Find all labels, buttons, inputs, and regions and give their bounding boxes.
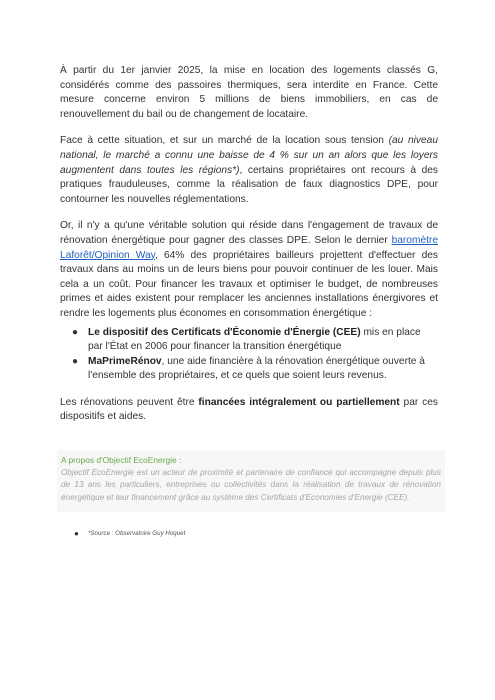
financement-text-start: Les rénovations peuvent être — [60, 396, 199, 408]
about-box — [57, 450, 445, 512]
financement-bold: financées intégralement ou partiellement — [198, 396, 400, 408]
maprimerenov-label: MaPrimeRénov — [88, 355, 162, 367]
situation-text-end: , certains propriétaires ont recours à des pratiques frauduleuses, comme la réalisation de faux diagnostics DPE, pour contourner les nouvelles réglementations. — [60, 164, 438, 205]
maprimerenov-description: , une aide financière à la rénovation énergétique ouverte à l'ensemble des propriétaires, et ce quels que soient leurs revenus. — [88, 355, 425, 382]
financement-text-end: par ces dispositifs et aides. — [60, 396, 438, 423]
about-title: A propos d'Objectif EcoEnergie : — [61, 455, 182, 466]
paragraph-situation-marche — [60, 134, 438, 207]
paragraph-solution-renovation — [60, 219, 438, 321]
barometre-link[interactable]: baromètre Laforêt/Opinion Way — [60, 234, 438, 261]
cee-label: Le dispositif des Certificats d'Économie d'Énergie (CEE) — [88, 326, 361, 338]
list-item-cee — [72, 326, 438, 355]
source-note — [74, 530, 438, 537]
paragraph-financement — [60, 396, 438, 425]
bullet-icon: ● — [74, 528, 79, 538]
situation-text-start: Face à cette situation, et sur un marché de la location sous tension — [60, 135, 389, 147]
bullet-icon: ● — [72, 355, 79, 367]
solution-text-end: , 64% des propriétaires bailleurs projettent d'effectuer des travaux dans au moins un de leurs biens pour pouvoir continuer de les louer. Mais cela a un coût. Pour financer les travaux et optimiser le budget, de nombreuses primes et aides existent pour remplacer les anciennes installations énergivores et rendre les logements plus économes en consommation énergétique : — [60, 249, 438, 319]
paragraph-interdiction-location: À partir du 1er janvier 2025, la mise en location des logements classés G, considérés comme des passoires thermiques, sera interdite en France. Cette mesure concerne environ 5 millions de biens immobiliers, en cas de renouvellement du bail ou de changement de locataire. — [60, 65, 438, 120]
aides-list — [60, 326, 438, 384]
situation-italic-note: (au niveau national, le marché a connu une baisse de 4 % sur un an alors que les loyers augmentent dans toutes les régions*) — [60, 135, 438, 176]
source-text: *Source : Observatoire Guy Hoquet — [88, 529, 186, 537]
bullet-icon: ● — [72, 326, 79, 338]
about-body: Objectif EcoEnergie est un acteur de proximité et partenaire de confiance qui accompagne depuis plus de 13 ans les particuliers, entreprises ou collectivités dans la réalisation de travaux de rénovation énergétique et leur financement grâce au système des Certificats d'Economies d'Energie (CEE). — [61, 468, 441, 502]
solution-text-start: Or, il n'y a qu'une véritable solution qui réside dans l'engagement de travaux de rénovation énergétique pour gagner des classes DPE. Selon le dernier — [60, 220, 438, 246]
list-item-maprimerenov — [72, 355, 438, 384]
cee-description: mis en place par l'État en 2006 pour financer la transition énergétique — [88, 326, 421, 353]
